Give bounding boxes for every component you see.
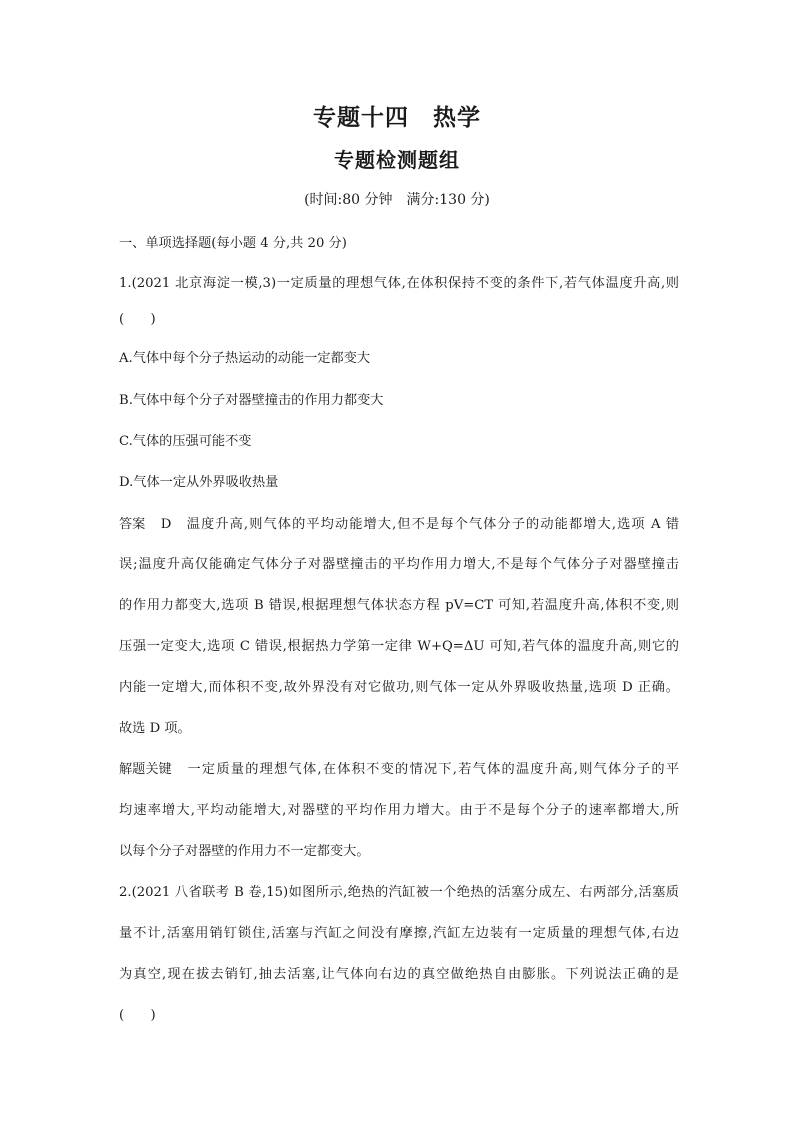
question-1-option-a: A.气体中每个分子热运动的动能一定都变大	[119, 351, 371, 366]
question-1-option-b: B.气体中每个分子对器壁撞击的作用力都变大	[119, 393, 384, 408]
question-1-option-c: C.气体的压强可能不变	[119, 434, 252, 449]
question-1-key-line-2: 均速率增大,平均动能增大,对器壁的平均作用力增大。由于不是每个分子的速率都增大,所	[119, 803, 679, 818]
question-1-answer-line-6: 故选 D 项。	[119, 721, 191, 736]
question-1-key-line-3: 以每个分子对器壁的作用力不一定都变大。	[119, 844, 370, 859]
answer-label: 答案	[119, 517, 146, 532]
question-2-stem-line-2: 量不计,活塞用销钉锁住,活塞与汽缸之间没有摩擦,汽缸左边装有一定质量的理想气体,右边	[119, 926, 679, 941]
question-1-answer-bracket: ( )	[119, 312, 156, 327]
key-text: 一定质量的理想气体,在体积不变的情况下,若气体的温度升高,则气体分子的平	[187, 762, 680, 777]
question-1-answer-line-4: 压强一定变大,选项 C 错误,根据热力学第一定律 W+Q=ΔU 可知,若气体的温度升高,则它的	[119, 639, 679, 654]
page-subtitle: 专题检测题组	[334, 148, 460, 172]
question-1-key-line-1	[119, 759, 679, 781]
question-1-option-d: D.气体一定从外界吸收热量	[119, 475, 279, 490]
key-label: 解题关键	[119, 762, 172, 777]
exam-meta: (时间:80 分钟 满分:130 分)	[304, 192, 490, 208]
question-2-stem-line-1: 2.(2021 八省联考 B 卷,15)如图所示,绝热的汽缸被一个绝热的活塞分成左、右两部分,活塞质	[119, 885, 679, 900]
answer-text: D 温度升高,则气体的平均动能增大,但不是每个气体分子的动能都增大,选项 A 错	[160, 517, 680, 532]
section-heading: 一、单项选择题(每小题 4 分,共 20 分)	[119, 236, 347, 251]
question-1-answer-line-1	[119, 514, 679, 536]
question-2-answer-bracket: ( )	[119, 1008, 156, 1023]
question-1-answer-line-5: 内能一定增大,而体积不变,故外界没有对它做功,则气体一定从外界吸收热量,选项 D 正确。	[119, 680, 679, 695]
question-2-stem-line-3: 为真空,现在拔去销钉,抽去活塞,让气体向右边的真空做绝热自由膨胀。下列说法正确的是	[119, 967, 679, 982]
page-title: 专题十四 热学	[313, 104, 481, 131]
question-1-answer-line-2: 误;温度升高仅能确定气体分子对器壁撞击的平均作用力增大,不是每个气体分子对器壁撞击	[119, 557, 679, 572]
question-1-stem-line-1: 1.(2021 北京海淀一模,3)一定质量的理想气体,在体积保持不变的条件下,若气体温度升高,则	[119, 276, 679, 291]
question-1-answer-line-3: 的作用力都变大,选项 B 错误,根据理想气体状态方程 pV=CT 可知,若温度升高,体积不变,则	[119, 598, 679, 613]
